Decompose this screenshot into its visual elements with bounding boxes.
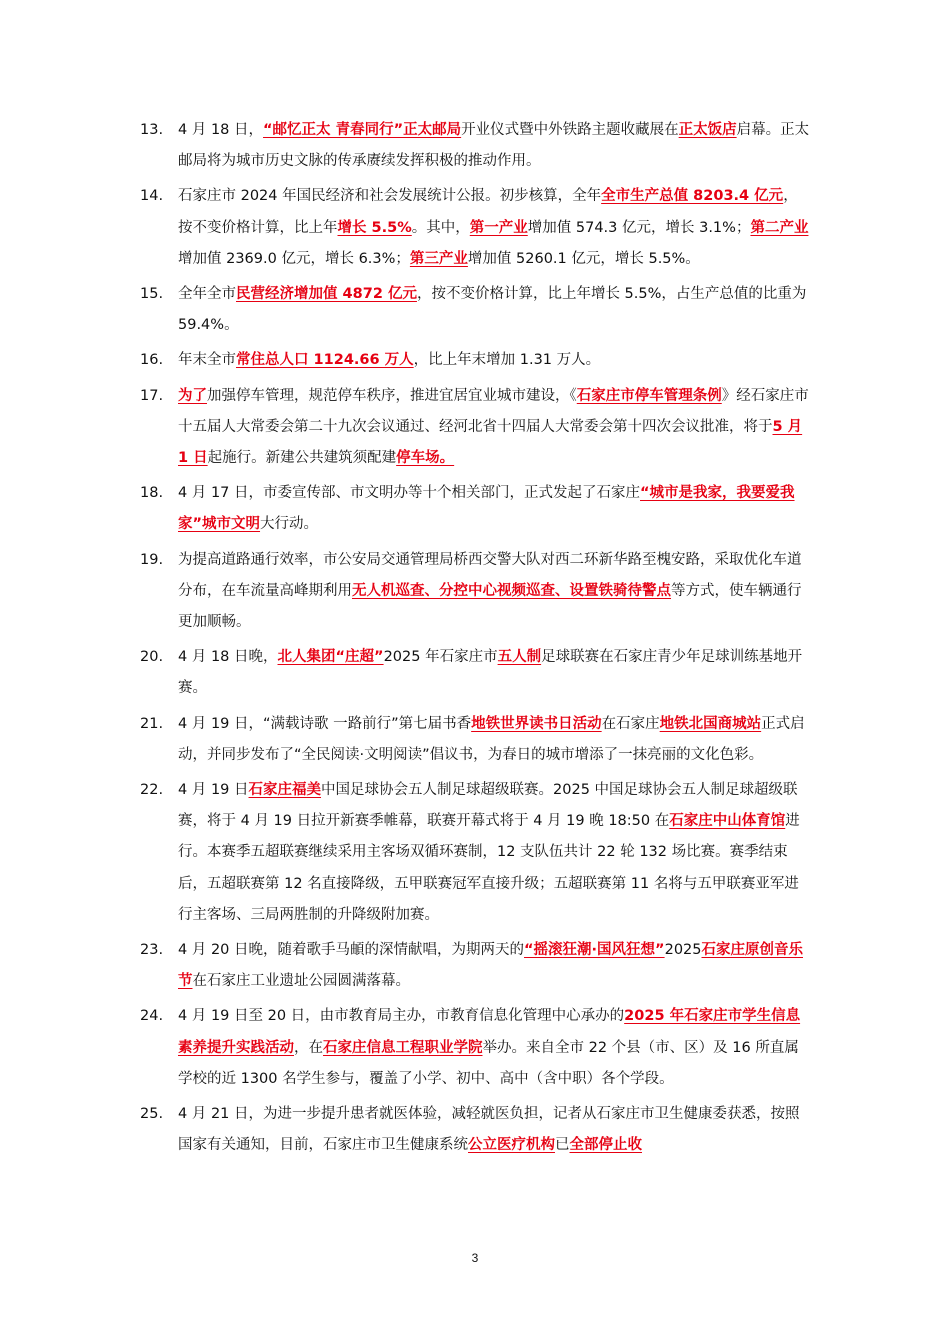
highlight-text: “城市是我家，我要爱我家”城市文明 <box>178 485 795 533</box>
item-text <box>178 552 802 630</box>
item-number: 21. <box>140 715 164 732</box>
item-number: 15. <box>140 286 164 303</box>
highlight-text: 石家庄福美 <box>248 782 322 799</box>
body-text: 4 月 20 日晚，随着歌手马頔的深情献唱，为期两天的 <box>178 942 525 959</box>
body-text: 起施行。新建公共建筑须配建 <box>207 450 397 467</box>
item-text <box>178 1008 800 1086</box>
highlight-text: 石家庄市停车管理条例 <box>576 387 722 404</box>
body-text: 石家庄市 2024 年国民经济和社会发展统计公报。初步核算，全年 <box>178 188 602 205</box>
highlight-text: 无人机巡查、分控中心视频巡查、设置铁骑待警点 <box>352 582 671 599</box>
body-text: 年末全市 <box>178 352 236 369</box>
body-text: 《 <box>569 387 577 404</box>
item-text <box>178 388 809 466</box>
body-text: ，在 <box>294 1039 323 1056</box>
item-text <box>178 188 808 266</box>
highlight-text: 公立医疗机构 <box>468 1137 555 1154</box>
body-text: 4 月 21 日，为进一步提升患者就医体验，减轻就医负担，记者从石家庄市卫生健康委获悉，按照国家有关通知，目前，石家庄市卫生健康系统 <box>178 1106 800 1154</box>
list-item <box>140 381 812 475</box>
item-number: 20. <box>140 649 164 666</box>
highlight-text: 地铁世界读书日活动 <box>471 715 602 732</box>
highlight-text: 第一产业 <box>469 219 528 236</box>
body-text: 足球联赛在石家庄青少年足球训练基地开赛。 <box>178 649 803 697</box>
item-text <box>178 782 800 923</box>
item-text <box>178 485 795 532</box>
item-number: 25. <box>140 1106 164 1123</box>
body-text: 。其中， <box>411 219 470 236</box>
body-text: 增加值 574.3 亿元，增长 3.1%； <box>527 219 751 236</box>
body-text: 开业仪式暨中外铁路主题收藏展在 <box>461 122 679 138</box>
body-text: 4 月 18 日， <box>178 122 264 138</box>
body-text: ，按不变价格计算，比上年增长 5.5%，占生产总值的比重为 59.4%。 <box>178 286 807 334</box>
list-item <box>140 279 812 341</box>
item-text <box>178 1106 800 1153</box>
body-text: 启幕。正太邮局将为城市历史文脉的传承赓续发挥积极的推动作用。 <box>178 122 810 170</box>
item-number: 17. <box>140 387 164 404</box>
body-text: 举办。来自全市 22 个县（市、区）及 16 所直属学校的近 1300 名学生参与，覆盖了小学、初中、高中（含中职）各个学段。 <box>178 1039 799 1087</box>
list-item <box>140 115 812 177</box>
item-number: 13. <box>140 122 164 138</box>
highlight-text: 增长 5.5% <box>337 219 412 236</box>
item-text <box>178 942 803 989</box>
highlight-text: “邮忆正太 青春同行”正太邮局 <box>263 122 462 138</box>
item-number: 23. <box>140 942 164 959</box>
highlight-text: 第二产业 <box>750 219 809 236</box>
body-text: 正式启动，并同步发布了“全民阅读·文明阅读”倡议书，为春日的城市增添了一抹亮丽的文化色彩。 <box>178 715 805 763</box>
highlight-text: 正太饭店 <box>678 122 737 138</box>
body-text: 全年全市 <box>178 286 236 303</box>
highlight-text: 民营经济增加值 4872 亿元 <box>236 286 417 303</box>
item-number: 18. <box>140 485 164 502</box>
list-item <box>140 1001 812 1095</box>
item-number: 24. <box>140 1008 164 1025</box>
highlight-text: 全部停止收 <box>569 1137 642 1154</box>
list-item <box>140 775 812 931</box>
body-text: 2025 <box>664 942 702 959</box>
list-item <box>140 642 812 704</box>
body-text: 4 月 17 日，市委宣传部、市文明办等十个相关部门，正式发起了石家庄 <box>178 485 641 502</box>
body-text: 在石家庄工业遗址公园圆满落幕。 <box>192 973 410 990</box>
highlight-text: 停车场。 <box>396 450 455 467</box>
list-item <box>140 545 812 639</box>
highlight-text: 石家庄信息工程职业学院 <box>323 1039 483 1056</box>
highlight-text: 北人集团“庄超” <box>277 649 384 666</box>
highlight-text: 地铁北国商城站 <box>659 715 762 732</box>
item-text <box>178 122 809 169</box>
highlight-text: 常住总人口 1124.66 万人 <box>236 352 414 369</box>
highlight-text: 五人制 <box>497 649 542 666</box>
body-text: 为提高道路通行效率，市公安局交通管理局桥西交警大队对西二环新华路至槐安路，采取优化车道分布，在车流量高峰期利用 <box>178 551 802 599</box>
body-text: 在石家庄 <box>601 715 660 732</box>
item-number: 22. <box>140 782 164 799</box>
highlight-text: 第三产业 <box>409 250 468 267</box>
body-text: 》经石家庄市十五届人大常委会第二十九次会议通过、经河北省十四届人大常委会第十四次会议批准，将于 <box>178 387 809 435</box>
body-text: 4 月 19 日 <box>178 782 249 799</box>
body-text: 2025 年石家庄市 <box>383 649 498 666</box>
item-text <box>178 716 805 763</box>
body-text: ，按不变价格计算，比上年 <box>178 188 798 236</box>
list-item <box>140 709 812 771</box>
list-item <box>140 181 812 275</box>
item-text <box>178 286 806 333</box>
news-item-list <box>140 115 812 1166</box>
body-text: 进行。本赛季五超联赛继续采用主客场双循环赛制，12 支队伍共计 22 轮 132 场比赛。赛季结束后，五超联赛第 12 名直接降级，五甲联赛冠军直接升级；五超联赛第 11 名将与五甲联赛亚军进行主客场、三局两胜制的升降级附加赛。 <box>178 813 800 923</box>
highlight-text: 2025 年石家庄市学生信息素养提升实践活动 <box>178 1008 801 1056</box>
list-item <box>140 478 812 540</box>
body-text: 已 <box>555 1137 570 1154</box>
list-item <box>140 1099 812 1161</box>
list-item <box>140 935 812 997</box>
item-number: 16. <box>140 352 164 369</box>
highlight-text: 石家庄原创音乐节 <box>178 942 803 990</box>
page-number: 3 <box>471 1251 479 1265</box>
item-text <box>178 649 802 696</box>
body-text: 4 月 19 日，“满载诗歌 一路前行”第七届书香 <box>178 715 472 732</box>
body-text: 增加值 5260.1 亿元，增长 5.5%。 <box>467 250 700 267</box>
body-text: 大行动。 <box>260 516 319 533</box>
body-text: 加强停车管理，规范停车秩序，推进宜居宜业城市建设， <box>207 387 570 404</box>
highlight-text: “摇滚狂潮·国风狂想” <box>524 942 665 959</box>
list-item <box>140 345 812 376</box>
highlight-text: 全市生产总值 8203.4 亿元 <box>601 188 784 205</box>
body-text: 等方式，使车辆通行更加顺畅。 <box>178 582 802 631</box>
highlight-text: 为了 <box>178 387 207 404</box>
highlight-text: 5 月 1 日 <box>178 418 803 467</box>
item-number: 14. <box>140 188 164 205</box>
item-number: 19. <box>140 551 164 568</box>
body-text: 中国足球协会五人制足球超级联赛。2025 中国足球协会五人制足球超级联赛，将于 4 月 19 日拉开新赛季帷幕，联赛开幕式将于 4 月 19 晚 18:50 在 <box>178 782 798 830</box>
body-text: 4 月 19 日至 20 日，由市教育局主办，市教育信息化管理中心承办的 <box>178 1008 625 1025</box>
highlight-text: 石家庄中山体育馆 <box>669 813 786 830</box>
body-text: 增加值 2369.0 亿元，增长 6.3%； <box>178 250 410 267</box>
item-text <box>178 352 600 368</box>
body-text: ，比上年末增加 1.31 万人。 <box>413 352 601 369</box>
body-text: 4 月 18 日晚， <box>178 649 278 666</box>
